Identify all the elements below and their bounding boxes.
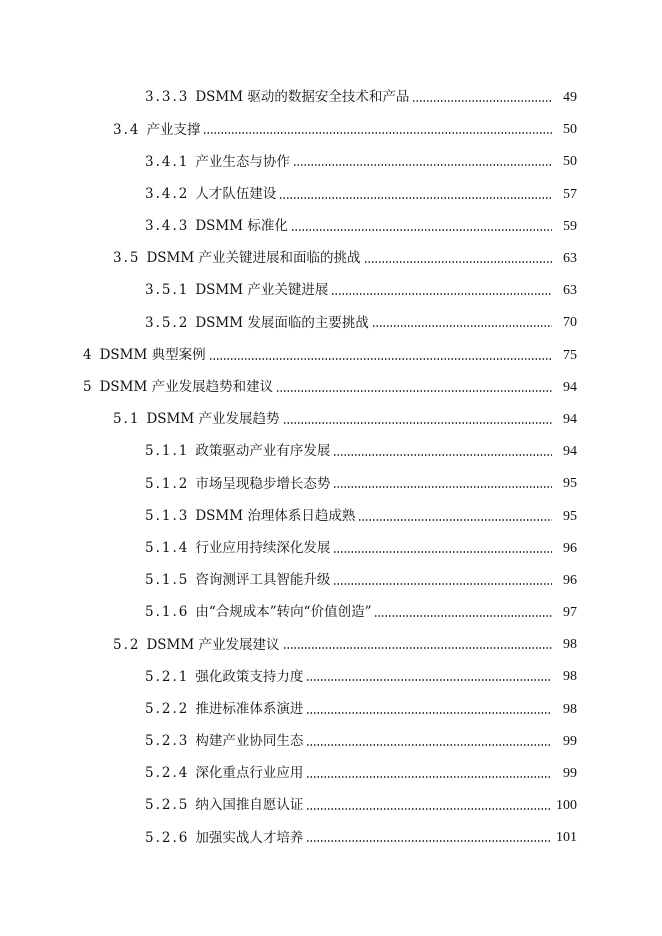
toc-dot-leader [279,197,552,199]
toc-entry-page-number: 98 [563,669,577,685]
toc-dot-leader [412,100,552,102]
toc-dot-leader [306,776,552,778]
toc-entry[interactable] [0,500,662,532]
toc-entry-number: 3.4.2 [145,185,190,202]
toc-entry-number: 3.4 [113,121,141,138]
toc-entry-number: 5.2.1 [145,668,190,685]
toc-entry-page-number: 49 [563,90,577,106]
toc-entry-title: 产业生态与协作 [195,153,290,170]
toc-entry-title: DSMM 典型案例 [99,346,206,363]
toc-entry-number: 3.5.2 [145,314,190,331]
toc-entry-page-number: 98 [563,637,577,653]
toc-entry-title: 人才队伍建设 [195,185,277,202]
toc-entry-page-number: 59 [563,218,577,234]
toc-entry-title: DSMM 产业发展趋势 [146,411,280,428]
toc-entry-title: DSMM 产业发展建议 [146,636,280,653]
toc-entry-page-number: 99 [563,766,577,782]
toc-dot-leader [333,551,552,553]
toc-entry-title: 市场呈现稳步增长态势 [195,475,331,492]
toc-entry-number: 5 [83,379,94,396]
toc-dot-leader [364,261,553,263]
toc-entry-title: 政策驱动产业有序发展 [195,443,331,460]
toc-entry[interactable] [0,243,662,275]
toc-entry-number: 5.2 [113,636,141,653]
toc-entry-number: 5.1.6 [145,604,190,621]
toc-entry-page-number: 99 [563,733,577,749]
toc-entry[interactable] [0,790,662,822]
toc-entry-page-number: 100 [556,798,577,814]
toc-entry-page-number: 95 [563,476,577,492]
toc-entry-title: DSMM 发展面临的主要挑战 [195,314,369,331]
toc-entry[interactable] [0,340,662,372]
toc-dot-leader [333,454,552,456]
toc-entry-title: DSMM 产业关键进展和面临的挑战 [146,250,361,267]
toc-entry[interactable] [0,146,662,178]
toc-dot-leader [333,486,552,488]
toc-entry-page-number: 94 [563,411,577,427]
toc-entry[interactable] [0,822,662,854]
toc-entry-page-number: 75 [563,347,577,363]
toc-entry-title: 由“合规成本”转向“价值创造” [195,604,372,621]
toc-entry[interactable] [0,82,662,114]
toc-entry[interactable] [0,468,662,500]
toc-entry[interactable] [0,533,662,565]
toc-entry[interactable] [0,758,662,790]
toc-dot-leader [306,744,552,746]
toc-entry-page-number: 70 [563,315,577,331]
toc-entry-title: DSMM 产业发展趋势和建议 [99,379,274,396]
table-of-contents [0,82,662,855]
toc-entry-title: 深化重点行业应用 [195,765,304,782]
toc-entry[interactable] [0,629,662,661]
toc-dot-leader [372,325,552,327]
toc-entry-title: 加强实战人才培养 [195,829,304,846]
toc-entry-number: 5.2.2 [145,700,190,717]
toc-entry-page-number: 97 [563,605,577,621]
toc-dot-leader [358,519,552,521]
toc-entry-number: 3.5.1 [145,282,190,299]
toc-entry-title: 纳入国推自愿认证 [195,797,304,814]
toc-dot-leader [283,647,553,649]
toc-entry[interactable] [0,726,662,758]
toc-dot-leader [203,132,552,134]
toc-entry-number: 3.5 [113,250,141,267]
toc-entry-number: 5.1.2 [145,475,190,492]
toc-entry-page-number: 94 [563,379,577,395]
toc-entry-number: 5.1.5 [145,572,190,589]
toc-entry-title: 构建产业协同生态 [195,733,304,750]
toc-entry-page-number: 96 [563,540,577,556]
toc-entry-page-number: 94 [563,444,577,460]
toc-entry-number: 5.2.3 [145,733,190,750]
toc-dot-leader [374,615,552,617]
toc-entry-title: 强化政策支持力度 [195,668,304,685]
toc-entry-title: 产业支撑 [146,121,201,138]
toc-entry[interactable] [0,275,662,307]
toc-entry-page-number: 98 [563,701,577,717]
toc-dot-leader [283,422,553,424]
toc-entry-number: 5.1.3 [145,507,190,524]
toc-entry-number: 3.3.3 [145,89,190,106]
toc-entry[interactable] [0,694,662,726]
toc-entry-title: DSMM 产业关键进展 [195,282,329,299]
toc-entry-page-number: 63 [563,283,577,299]
toc-entry-page-number: 95 [563,508,577,524]
toc-entry-page-number: 63 [563,251,577,267]
toc-entry[interactable] [0,179,662,211]
toc-entry-title: 推进标准体系演进 [195,700,304,717]
toc-entry-number: 5.1 [113,411,141,428]
toc-entry-title: 咨询测评工具智能升级 [195,572,331,589]
toc-dot-leader [306,712,552,714]
toc-entry-page-number: 101 [556,830,577,846]
toc-entry-page-number: 50 [563,154,577,170]
toc-dot-leader [331,293,552,295]
toc-entry-number: 5.1.4 [145,539,190,556]
toc-dot-leader [293,164,552,166]
toc-dot-leader [276,390,552,392]
toc-entry-title: DSMM 驱动的数据安全技术和产品 [195,89,410,106]
toc-entry-title: 行业应用持续深化发展 [195,539,331,556]
toc-entry[interactable] [0,436,662,468]
toc-entry[interactable] [0,307,662,339]
toc-entry[interactable] [0,661,662,693]
toc-dot-leader [306,808,552,810]
toc-dot-leader [306,840,552,842]
toc-entry-number: 3.4.1 [145,153,190,170]
toc-entry[interactable] [0,597,662,629]
toc-entry-number: 5.2.4 [145,765,190,782]
toc-dot-leader [333,583,552,585]
toc-entry-number: 5.1.1 [145,443,190,460]
toc-entry-title: DSMM 标准化 [195,218,288,235]
toc-entry[interactable] [0,565,662,597]
toc-dot-leader [291,229,552,231]
toc-entry[interactable] [0,211,662,243]
toc-entry-number: 4 [83,346,94,363]
toc-entry-number: 3.4.3 [145,218,190,235]
toc-entry-page-number: 50 [563,122,577,138]
toc-entry-number: 5.2.5 [145,797,190,814]
toc-dot-leader [209,358,552,360]
toc-entry[interactable] [0,114,662,146]
toc-entry-title: DSMM 治理体系日趋成熟 [195,507,356,524]
toc-dot-leader [306,679,552,681]
toc-entry[interactable] [0,372,662,404]
toc-entry[interactable] [0,404,662,436]
toc-entry-number: 5.2.6 [145,829,190,846]
toc-entry-page-number: 96 [563,572,577,588]
toc-entry-page-number: 57 [563,186,577,202]
